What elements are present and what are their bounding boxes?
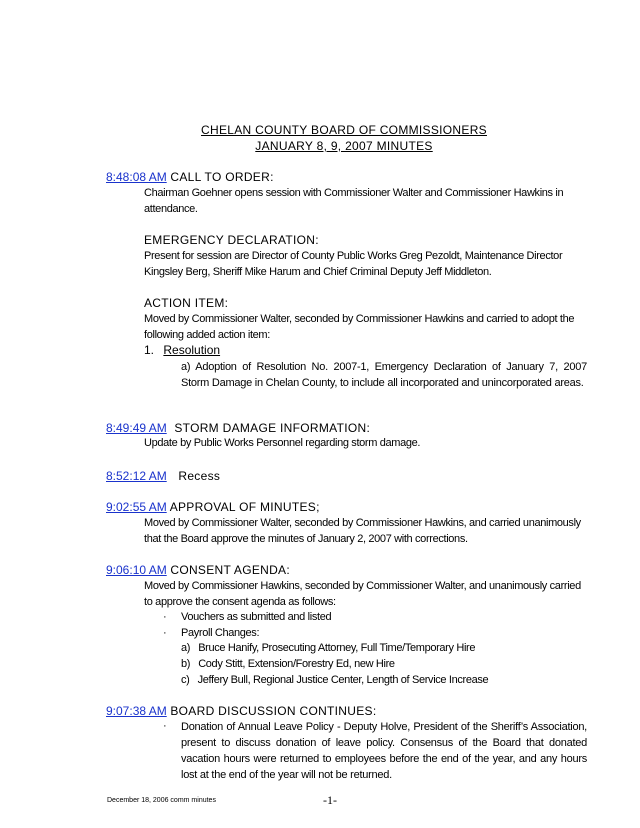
section-heading: APPROVAL OF MINUTES; [169,500,320,514]
payroll-item-b: b) Cody Stitt, Extension/Forestry Ed, new Hire [181,658,395,670]
resolution-detail: a) Adoption of Resolution No. 2007-1, Emergency Declaration of January 7, 2007 Storm Damage in Chelan County, to include all incorporated and unincorporated areas. [181,361,587,389]
footer-document-name: December 18, 2006 comm minutes [107,797,216,804]
call-to-order-text: Chairman Goehner opens session with Commissioner Walter and Commissioner Hawkins in attendance. [144,187,564,215]
call-to-order-heading [106,170,274,185]
list-number: 1. [144,343,155,357]
payroll-item-c: c) Jeffery Bull, Regional Justice Center, Length of Service Increase [181,674,489,686]
board-discussion-text: Donation of Annual Leave Policy - Deputy Holve, President of the Sheriff’s Association, present to discuss donation of leave policy. Consensus of the Board that donated vacation hours were returned to employees before the end of the year, and any hours lost at the end of the year will not be returned. [181,721,587,781]
bullet-marker: · [163,720,167,732]
action-item-text: Moved by Commissioner Walter, seconded by Commissioner Hawkins and carried to adopt the following added action item: [144,313,575,341]
consent-bullet-payroll: Payroll Changes: [181,627,260,639]
section-heading: Recess [178,469,221,483]
emergency-heading: EMERGENCY DECLARATION: [144,233,319,247]
storm-damage-text: Update by Public Works Personnel regarding storm damage. [144,437,421,449]
timestamp-link[interactable]: 9:06:10 AM [106,563,167,577]
consent-bullet-vouchers: Vouchers as submitted and listed [181,611,332,623]
document-title: CHELAN COUNTY BOARD OF COMMISSIONERS [201,123,487,137]
timestamp-link[interactable]: 8:48:08 AM [106,170,167,184]
action-item-heading: ACTION ITEM: [144,296,229,310]
recess-heading [106,469,220,484]
resolution-label: Resolution [163,343,221,357]
timestamp-link[interactable]: 9:02:55 AM [106,500,167,514]
document-subtitle: JANUARY 8, 9, 2007 MINUTES [255,139,433,153]
section-heading: CALL TO ORDER: [170,170,274,184]
timestamp-link[interactable]: 8:49:49 AM [106,421,167,435]
storm-damage-heading [106,421,370,436]
timestamp-link[interactable]: 9:07:38 AM [106,704,167,718]
page-number: -1- [323,793,337,807]
minutes-text: Moved by Commissioner Walter, seconded by Commissioner Hawkins, and carried unanimously that the Board approve the minutes of January 2, 2007 with corrections. [144,517,581,545]
payroll-item-a: a) Bruce Hanify, Prosecuting Attorney, Full Time/Temporary Hire [181,642,476,654]
bullet-marker: · [163,627,167,639]
section-heading: BOARD DISCUSSION CONTINUES: [170,704,377,718]
emergency-text: Present for session are Director of County Public Works Greg Pezoldt, Maintenance Director Kingsley Berg, Sheriff Mike Harum and Chief Criminal Deputy Jeff Middleton. [144,250,563,278]
section-heading: STORM DAMAGE INFORMATION: [174,421,371,435]
action-item-list-entry [144,343,220,358]
section-heading: CONSENT AGENDA: [170,563,290,577]
consent-agenda-heading [106,563,290,578]
consent-agenda-text: Moved by Commissioner Hawkins, seconded by Commissioner Walter, and unanimously carried to approve the consent agenda as follows: [144,580,581,608]
minutes-heading [106,500,320,515]
board-discussion-heading [106,704,376,719]
bullet-marker: · [163,611,167,623]
timestamp-link[interactable]: 8:52:12 AM [106,469,167,483]
